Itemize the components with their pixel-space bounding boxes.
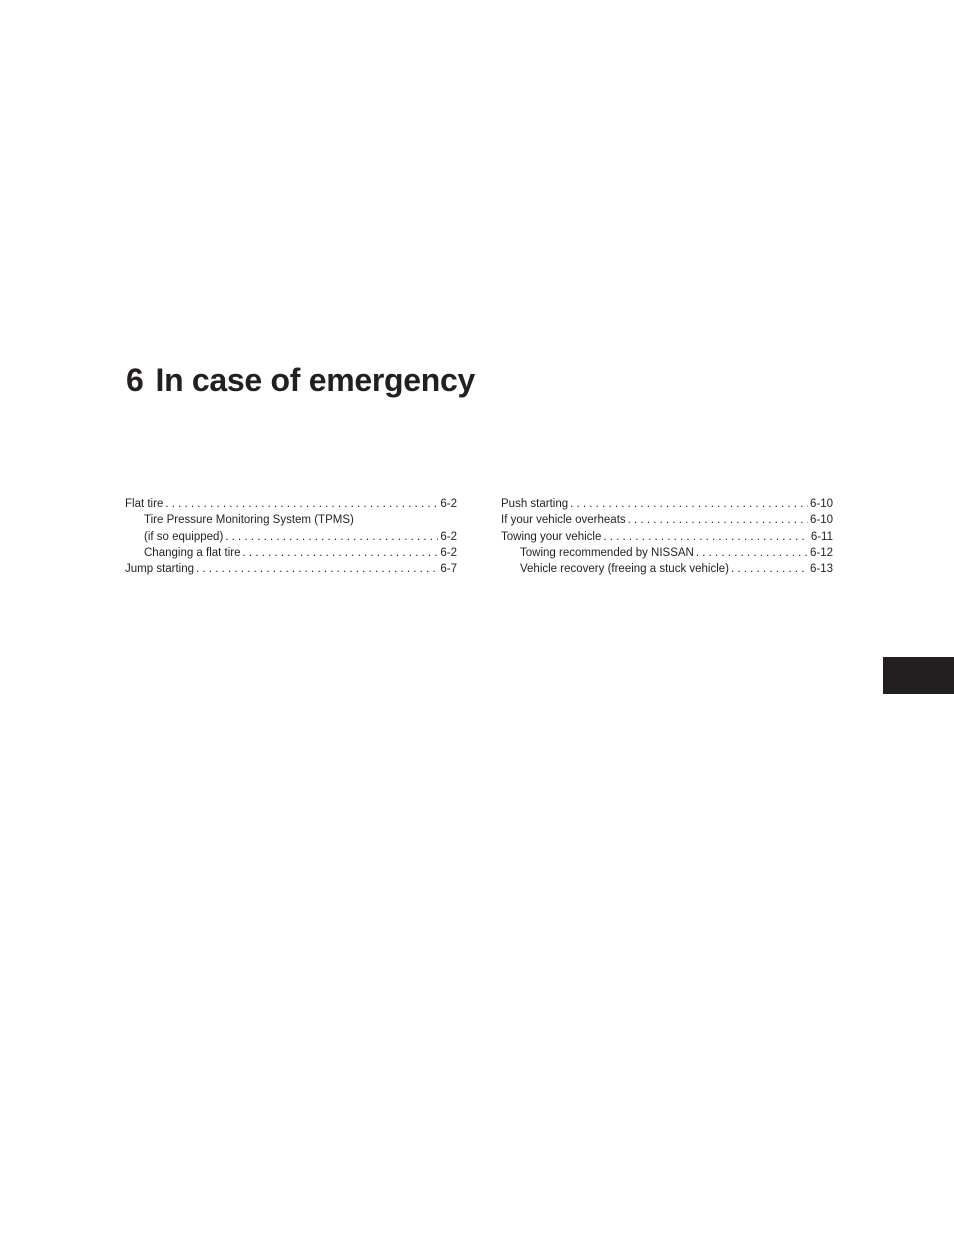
toc-entry-label: (if so equipped) [144, 530, 224, 543]
toc-entry-jump-starting[interactable] [125, 561, 457, 577]
toc-dot-leader [243, 545, 439, 561]
toc-entry-label: Changing a flat tire [144, 546, 241, 559]
toc-dot-leader [628, 512, 808, 528]
toc-entry-towing-recommended[interactable] [501, 545, 833, 561]
toc-entry-label: Towing your vehicle [501, 530, 602, 543]
toc-entry-page: 6-13 [809, 563, 833, 576]
toc-entry-label: Flat tire [125, 498, 164, 510]
toc-entry-push-starting[interactable] [501, 496, 833, 512]
chapter-title [126, 360, 475, 400]
toc-entry-flat-tire[interactable] [125, 496, 457, 512]
toc-entry-label: If your vehicle overheats [501, 514, 626, 527]
toc-dot-leader [731, 561, 808, 577]
toc-entry-label: Tire Pressure Monitoring System (TPMS) [144, 514, 354, 527]
toc-right-column [501, 496, 833, 577]
toc-entry-label: Jump starting [125, 563, 195, 576]
toc-entry-page: 6-2 [440, 546, 457, 559]
chapter-title-text: In case of emergency [155, 362, 475, 398]
toc-dot-leader [196, 561, 438, 577]
toc-entry-towing-vehicle[interactable] [501, 529, 833, 545]
toc-entry-page: 6-2 [440, 498, 457, 510]
toc-left-column [125, 496, 457, 577]
toc-entry-vehicle-recovery[interactable] [501, 561, 833, 577]
toc-entry-page: 6-7 [440, 563, 457, 576]
toc-entry-label: Towing recommended by NISSAN [520, 546, 694, 559]
toc-dot-leader [225, 529, 438, 545]
toc-dot-leader [570, 496, 808, 512]
toc-entry-page: 6-10 [809, 498, 833, 510]
chapter-tab-marker [883, 657, 954, 694]
toc-dot-leader [696, 545, 808, 561]
toc-entry-tpms[interactable] [125, 512, 457, 528]
toc-entry-tpms-continued[interactable] [125, 529, 457, 545]
toc-entry-changing-flat-tire[interactable] [125, 545, 457, 561]
toc-entry-page: 6-2 [440, 530, 457, 543]
toc-entry-page: 6-11 [810, 530, 833, 543]
toc-dot-leader [603, 529, 808, 545]
toc-entry-page: 6-12 [809, 546, 833, 559]
toc-dot-leader [165, 496, 438, 512]
chapter-number: 6 [126, 362, 144, 398]
toc-entry-page: 6-10 [809, 514, 833, 527]
toc-entry-label: Vehicle recovery (freeing a stuck vehicle) [520, 563, 730, 576]
toc-entry-label: Push starting [501, 498, 569, 510]
toc-entry-overheats[interactable] [501, 512, 833, 528]
